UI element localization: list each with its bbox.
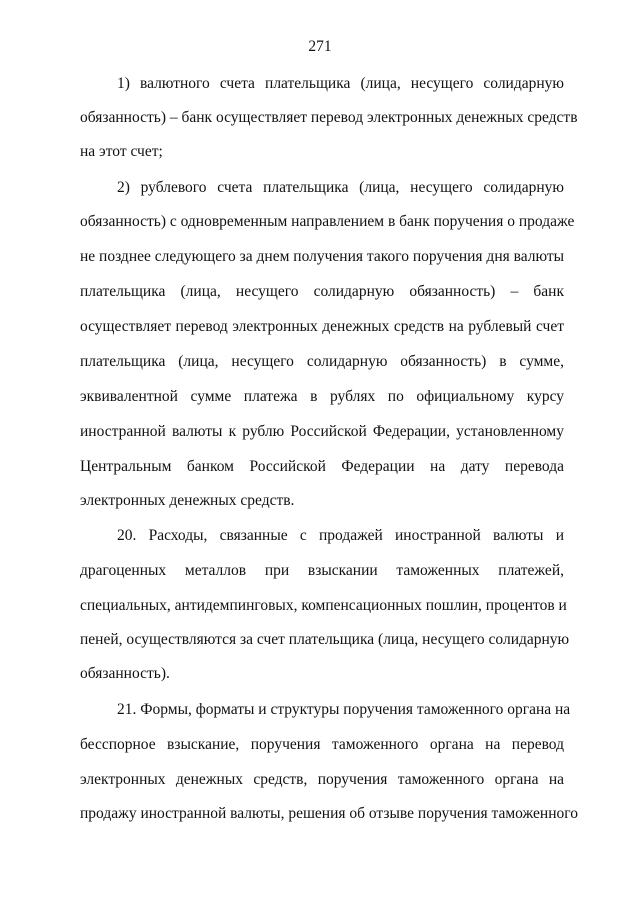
- text-line: 20. Расходы, связанные с продажей иностранной валюты и: [117, 527, 564, 544]
- text-line: обязанность).: [80, 665, 170, 682]
- text-line: электронных денежных средств.: [80, 492, 295, 509]
- text-line: плательщика (лица, несущего солидарную обязанность) – банк: [80, 283, 564, 300]
- text-line: пеней, осуществляются за счет плательщика (лица, несущего солидарную: [80, 631, 570, 648]
- text-line: электронных денежных средств, поручения таможенного органа на: [80, 771, 564, 788]
- text-line: эквивалентной сумме платежа в рублях по официальному курсу: [80, 388, 564, 405]
- text-line: специальных, антидемпинговых, компенсационных пошлин, процентов и: [80, 597, 567, 614]
- text-line: 21. Формы, форматы и структуры поручения таможенного органа на: [117, 701, 571, 718]
- text-line: не позднее следующего за днем получения такого поручения дня валюты: [80, 248, 565, 265]
- text-line: обязанность) – банк осуществляет перевод электронных денежных средств: [80, 109, 578, 126]
- text-line: продажу иностранной валюты, решения об отзыве поручения таможенного: [80, 805, 578, 822]
- text-line: 2) рублевого счета плательщика (лица, несущего солидарную: [117, 179, 564, 196]
- text-line: обязанность) с одновременным направлением в банк поручения о продаже: [80, 213, 575, 230]
- page-number: 271: [308, 38, 332, 55]
- text-line: драгоценных металлов при взыскании таможенных платежей,: [80, 562, 564, 579]
- text-line: Центральным банком Российской Федерации на дату перевода: [80, 458, 564, 475]
- text-line: плательщика (лица, несущего солидарную обязанность) в сумме,: [80, 353, 564, 370]
- text-line: иностранной валюты к рублю Российской Федерации, установленному: [80, 423, 564, 440]
- text-line: 1) валютного счета плательщика (лица, несущего солидарную: [117, 75, 564, 92]
- text-line: бесспорное взыскание, поручения таможенного органа на перевод: [80, 736, 564, 753]
- text-line: осуществляет перевод электронных денежных средств на рублевый счет: [80, 318, 564, 335]
- text-line: на этот счет;: [80, 143, 163, 160]
